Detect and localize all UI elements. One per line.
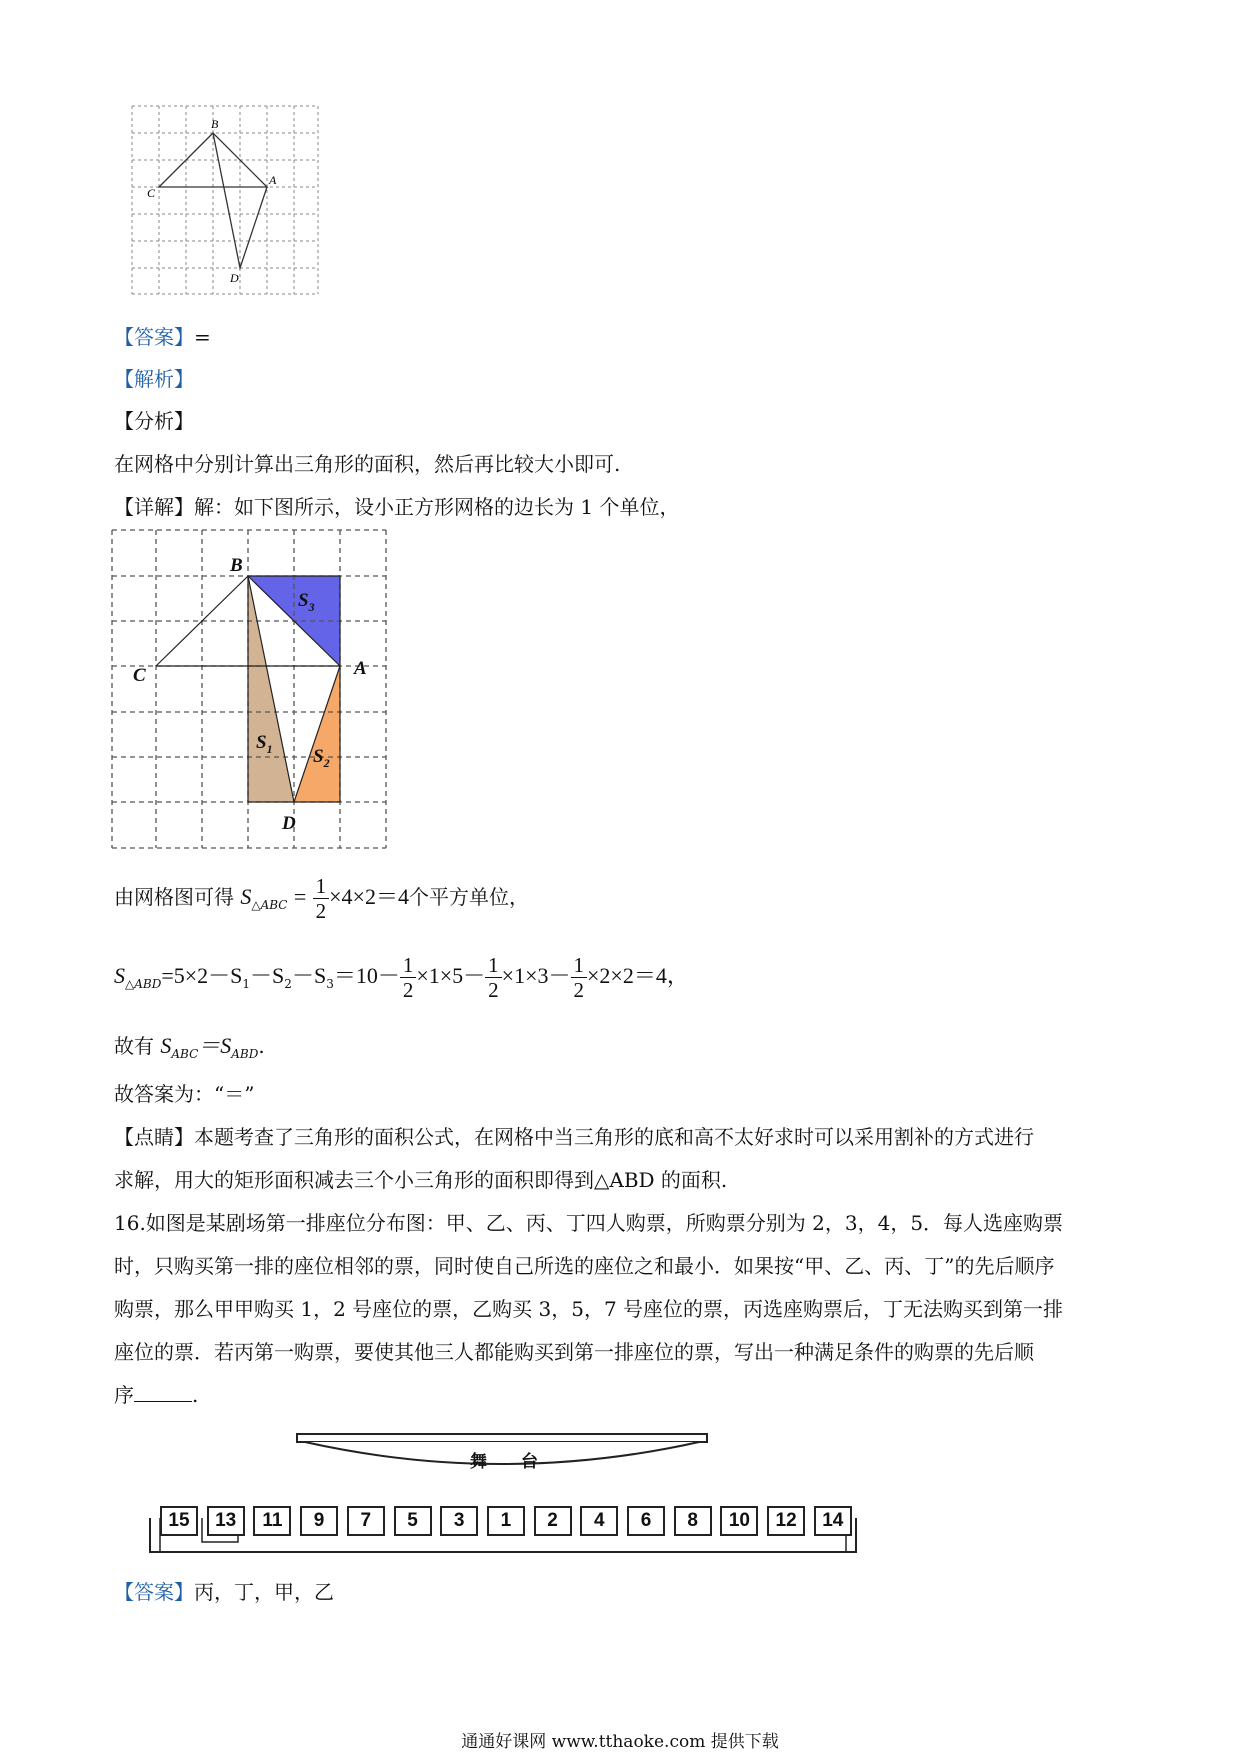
f1-suffix: 个平方单位， — [408, 885, 529, 909]
f2-fraction-3: $\frac{1}{2}$ — [571, 953, 588, 1002]
f2-sub: △ABD — [125, 977, 162, 991]
f2-a: =5×2－S — [161, 963, 243, 988]
f3-end: . — [258, 1034, 265, 1058]
seat-4: 4 — [580, 1506, 618, 1536]
fig2-label-c: C — [133, 665, 146, 686]
seat-3: 3 — [440, 1506, 478, 1536]
seat-13: 13 — [207, 1506, 245, 1536]
seat-1: 1 — [487, 1506, 525, 1536]
formula-3 — [114, 1029, 265, 1061]
detail-label: 【详解】 — [114, 495, 194, 519]
f1-fraction: $\frac{1}{2}$ — [313, 874, 330, 923]
answer-label: 【答案】 — [114, 325, 194, 349]
f2-s3: 3 — [326, 977, 334, 991]
footer: 通通好课网 www.tthaoke.com 提供下载 — [461, 1732, 779, 1752]
fig2-label-s2: $S_2$ — [313, 746, 330, 770]
fig1-label-c: C — [147, 186, 156, 200]
seat-15: 15 — [160, 1506, 198, 1536]
answer-value: = — [194, 325, 211, 349]
f2-s1: 1 — [242, 977, 251, 991]
fig1-label-b: B — [211, 117, 219, 131]
answer16-value: 丙，丁，甲，乙 — [194, 1580, 334, 1604]
detail-line — [114, 491, 679, 520]
f2-g: ×2×2＝4， — [587, 963, 689, 988]
f1-sub: △ABC — [251, 898, 288, 912]
fig1-label-a: A — [269, 173, 277, 187]
f2-s: S — [114, 963, 125, 988]
f2-f: ×1×3－ — [501, 963, 571, 988]
f2-c: －S — [291, 963, 327, 988]
f3-sub1: ABC — [171, 1047, 199, 1061]
f3-eq: ＝S — [198, 1033, 232, 1058]
seat-14: 14 — [814, 1506, 852, 1536]
dianjing-text-1: 本题考查了三角形的面积公式，在网格中当三角形的底和高不太好求时可以采用割补的方式进行 — [194, 1125, 1034, 1149]
problem16-line-3: 购票，那么甲甲购买 1，2 号座位的票，乙购买 3，5，7 号座位的票，丙选座购票后，丁无法购买到第一排 — [114, 1297, 1064, 1321]
seat-11: 11 — [253, 1506, 291, 1536]
problem16-line-1: 16.如图是某剧场第一排座位分布图：甲、乙、丙、丁四人购票，所购票分别为 2，3，4，5．每人选座购票 — [114, 1211, 1064, 1235]
f3-s1: S — [160, 1033, 172, 1058]
f1-s: S — [240, 884, 252, 909]
problem16-line-5 — [114, 1379, 198, 1408]
formula-2 — [114, 953, 689, 1002]
f2-b: －S — [250, 963, 285, 988]
fig2-label-s3: $S_3$ — [298, 590, 315, 614]
f1-prefix: 由网格图可得 — [114, 885, 234, 909]
f2-e: ×1×5－ — [416, 963, 486, 988]
answer16-label: 【答案】 — [114, 1580, 194, 1604]
seat-7: 7 — [347, 1506, 385, 1536]
seat-9: 9 — [300, 1506, 338, 1536]
f1-rest: ×4×2＝4 — [329, 884, 409, 909]
formula-4: 故答案为：“＝” — [114, 1082, 255, 1106]
fig2-label-d: D — [282, 813, 296, 834]
small-grid-figure — [128, 104, 338, 304]
fig1-label-d: D — [230, 271, 239, 285]
f2-fraction-2: $\frac{1}{2}$ — [485, 953, 502, 1002]
dianjing-line-1 — [114, 1121, 1034, 1150]
dianjing-line-2: 求解，用大的矩形面积减去三个小三角形的面积即得到△ABD 的面积. — [114, 1168, 728, 1192]
seat-2: 2 — [534, 1506, 572, 1536]
f2-fraction-1: $\frac{1}{2}$ — [400, 953, 417, 1002]
answer-line — [114, 321, 211, 350]
problem16-line5-suffix: . — [192, 1383, 199, 1407]
fig2-label-a: A — [354, 658, 367, 679]
f3-sub2: ABD — [231, 1047, 259, 1061]
answer-blank — [134, 1383, 192, 1402]
problem16-line-4: 座位的票．若丙第一购票，要使其他三人都能购买到第一排座位的票，写出一种满足条件的购票的先后顺 — [114, 1340, 1034, 1364]
fenxi-label: 【分析】 — [114, 409, 194, 433]
seat-5: 5 — [394, 1506, 432, 1536]
f3-prefix: 故有 — [114, 1034, 154, 1058]
problem16-line5-prefix: 序 — [114, 1383, 134, 1407]
fig2-label-b: B — [230, 555, 243, 576]
detail-text: 解：如下图所示，设小正方形网格的边长为 1 个单位， — [194, 495, 680, 519]
f1-eq: = — [293, 884, 307, 909]
seat-12: 12 — [767, 1506, 805, 1536]
f2-d: ＝10－ — [333, 963, 400, 988]
answer16-line — [114, 1576, 334, 1605]
f2-s2: 2 — [284, 977, 292, 991]
formula-1 — [114, 874, 529, 923]
fig2-label-s1: $S_1$ — [256, 732, 273, 756]
stage-label: 舞 台 — [470, 1452, 538, 1472]
dianjing-label: 【点睛】 — [114, 1125, 194, 1149]
seat-6: 6 — [627, 1506, 665, 1536]
seat-8: 8 — [674, 1506, 712, 1536]
seat-10: 10 — [720, 1506, 758, 1536]
analysis-label: 【解析】 — [114, 367, 194, 391]
colored-grid-figure — [110, 526, 400, 856]
problem16-line-2: 时，只购买第一排的座位相邻的票，同时使自己所选的座位之和最小．如果按“甲、乙、丙、丁”的先后顺序 — [114, 1254, 1055, 1278]
fenxi-text: 在网格中分别计算出三角形的面积，然后再比较大小即可. — [114, 452, 621, 476]
